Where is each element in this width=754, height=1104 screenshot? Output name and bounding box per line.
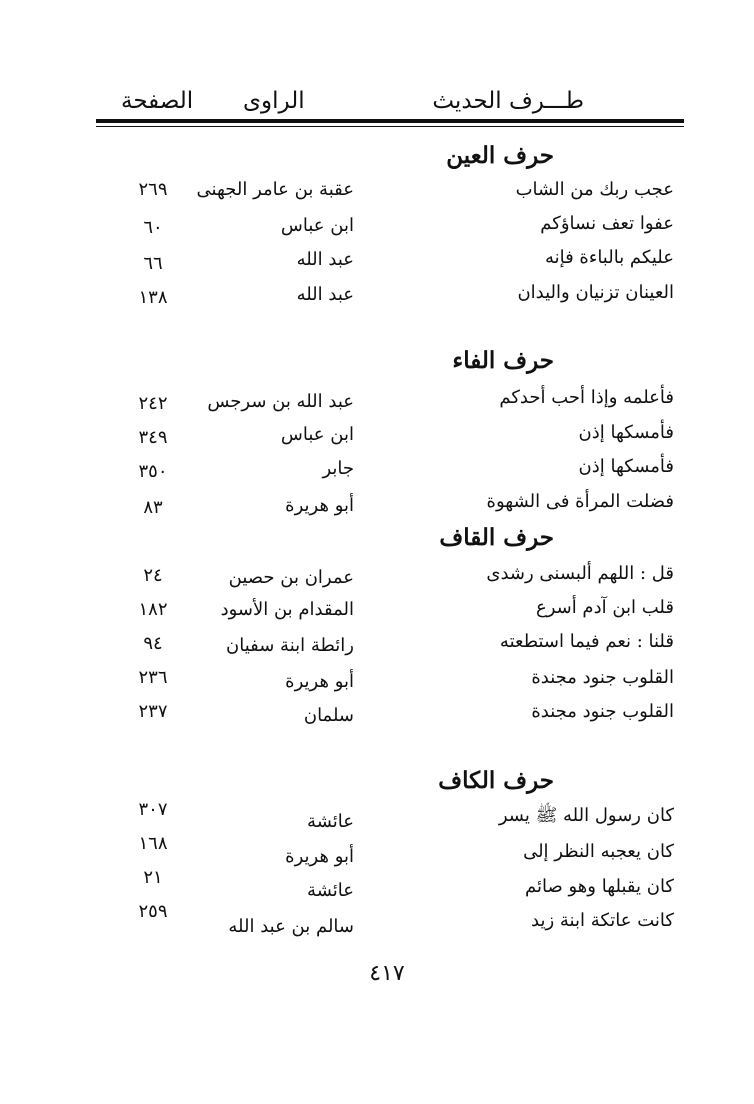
header-rule-thick [96,119,684,123]
hadith-text: فأعلمه وإذا أحب أحدكم [499,387,674,408]
hadith-text: كان يقبلها وهو صائم [525,876,674,897]
narrator-name: المقدام بن الأسود [220,599,354,620]
hadith-text: القلوب جنود مجندة [531,701,674,722]
narrator-name: أبو هريرة [285,846,354,867]
hadith-text: فأمسكها إذن [578,456,674,477]
column-header-hadith: طـــرف الحديث [432,88,584,114]
hadith-text: عفوا تعف نساؤكم [540,213,674,234]
narrator-name: عبد الله بن سرجس [207,391,354,412]
page-ref: ٩٤ [143,633,163,654]
hadith-text: قلب ابن آدم أسرع [535,597,674,618]
narrator-name: عائشة [307,811,354,832]
page-ref: ٣٥٠ [138,461,168,482]
hadith-text: العينان تزنيان واليدان [517,282,674,303]
hadith-text: فأمسكها إذن [578,422,674,443]
header-rule-thin [96,126,684,127]
page-ref: ١٦٨ [138,833,168,854]
page-ref: ٣٠٧ [138,799,168,820]
hadith-text: كان يعجبه النظر إلى [523,841,674,862]
page-ref: ٦٦ [143,253,163,274]
hadith-text: القلوب جنود مجندة [531,667,674,688]
narrator-name: أبو هريرة [285,495,354,516]
narrator-name: جابر [322,458,354,479]
page-ref: ٢٤٢ [138,393,168,414]
hadith-text: فضلت المرأة فى الشهوة [486,491,674,512]
hadith-text: قل : اللهم ألبسنى رشدى [486,563,674,584]
narrator-name: ابن عباس [280,424,354,445]
page-ref: ٣٤٩ [138,427,168,448]
page-ref: ٦٠ [143,217,163,238]
page-ref: ٢١ [143,867,163,888]
narrator-name: أبو هريرة [285,671,354,692]
hadith-text: قلنا : نعم فيما استطعته [499,631,674,652]
page-ref: ١٣٨ [138,287,168,308]
narrator-name: ابن عباس [280,215,354,236]
narrator-name: عبد الله [296,249,354,270]
page-ref: ٢٣٧ [138,701,168,722]
page-ref: ٢٣٦ [138,667,168,688]
page-number: ٤١٧ [369,961,405,986]
hadith-text: عليكم بالباءة فإنه [544,247,674,268]
column-header-page: الصفحة [121,88,194,114]
page-ref: ٢٤ [143,565,163,586]
hadith-text: كانت عاتكة ابنة زيد [531,910,674,931]
section-title-kaf: حرف الكاف [438,767,554,794]
narrator-name: عائشة [307,880,354,901]
section-title-ain: حرف العين [446,142,554,169]
narrator-name: عقبة بن عامر الجهنى [196,179,354,200]
page-ref: ٨٣ [143,497,163,518]
narrator-name: رائطة ابنة سفيان [226,635,354,656]
narrator-name: سلمان [303,705,354,726]
narrator-name: عبد الله [296,284,354,305]
narrator-name: سالم بن عبد الله [228,916,354,937]
page-ref: ٢٥٩ [138,901,168,922]
page-ref: ١٨٢ [138,599,168,620]
hadith-text: عجب ربك من الشاب [515,179,674,200]
hadith-text: كان رسول الله ﷺ يسر [498,805,674,826]
narrator-name: عمران بن حصين [228,567,354,588]
section-title-qaf: حرف القاف [439,524,554,551]
page-ref: ٢٦٩ [138,179,168,200]
section-title-fa: حرف الفاء [452,347,554,374]
column-header-narrator: الراوى [243,88,305,114]
